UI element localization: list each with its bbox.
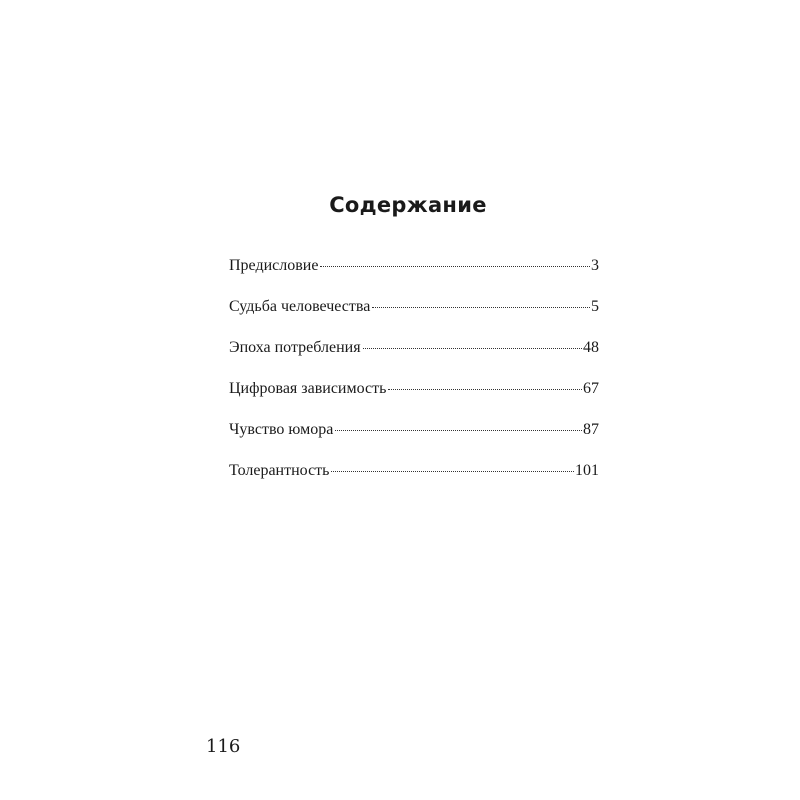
toc-title: Содержание bbox=[329, 193, 487, 217]
toc-entry-page: 101 bbox=[575, 462, 599, 479]
toc-entry-page: 3 bbox=[591, 257, 599, 274]
toc-entry-label: Эпоха потребления bbox=[229, 339, 361, 356]
toc-entry-label: Предисловие bbox=[229, 257, 319, 274]
toc-entry[interactable] bbox=[229, 380, 599, 421]
toc-entry-page: 67 bbox=[583, 380, 599, 397]
page-number: 116 bbox=[206, 736, 241, 757]
toc-entry-page: 87 bbox=[583, 421, 599, 438]
toc-entry[interactable] bbox=[229, 339, 599, 380]
dot-leader bbox=[331, 471, 574, 472]
toc-list bbox=[229, 257, 599, 503]
toc-entry[interactable] bbox=[229, 462, 599, 503]
toc-entry[interactable] bbox=[229, 298, 599, 339]
dot-leader bbox=[372, 307, 590, 308]
toc-entry-page: 48 bbox=[583, 339, 599, 356]
dot-leader bbox=[388, 389, 582, 390]
dot-leader bbox=[363, 348, 582, 349]
dot-leader bbox=[335, 430, 582, 431]
toc-entry-page: 5 bbox=[591, 298, 599, 315]
toc-entry[interactable] bbox=[229, 257, 599, 298]
toc-entry-label: Чувство юмора bbox=[229, 421, 334, 438]
dot-leader bbox=[320, 266, 590, 267]
toc-entry-label: Толерантность bbox=[229, 462, 330, 479]
toc-entry-label: Цифровая зависимость bbox=[229, 380, 387, 397]
toc-entry-label: Судьба человечества bbox=[229, 298, 371, 315]
toc-entry[interactable] bbox=[229, 421, 599, 462]
